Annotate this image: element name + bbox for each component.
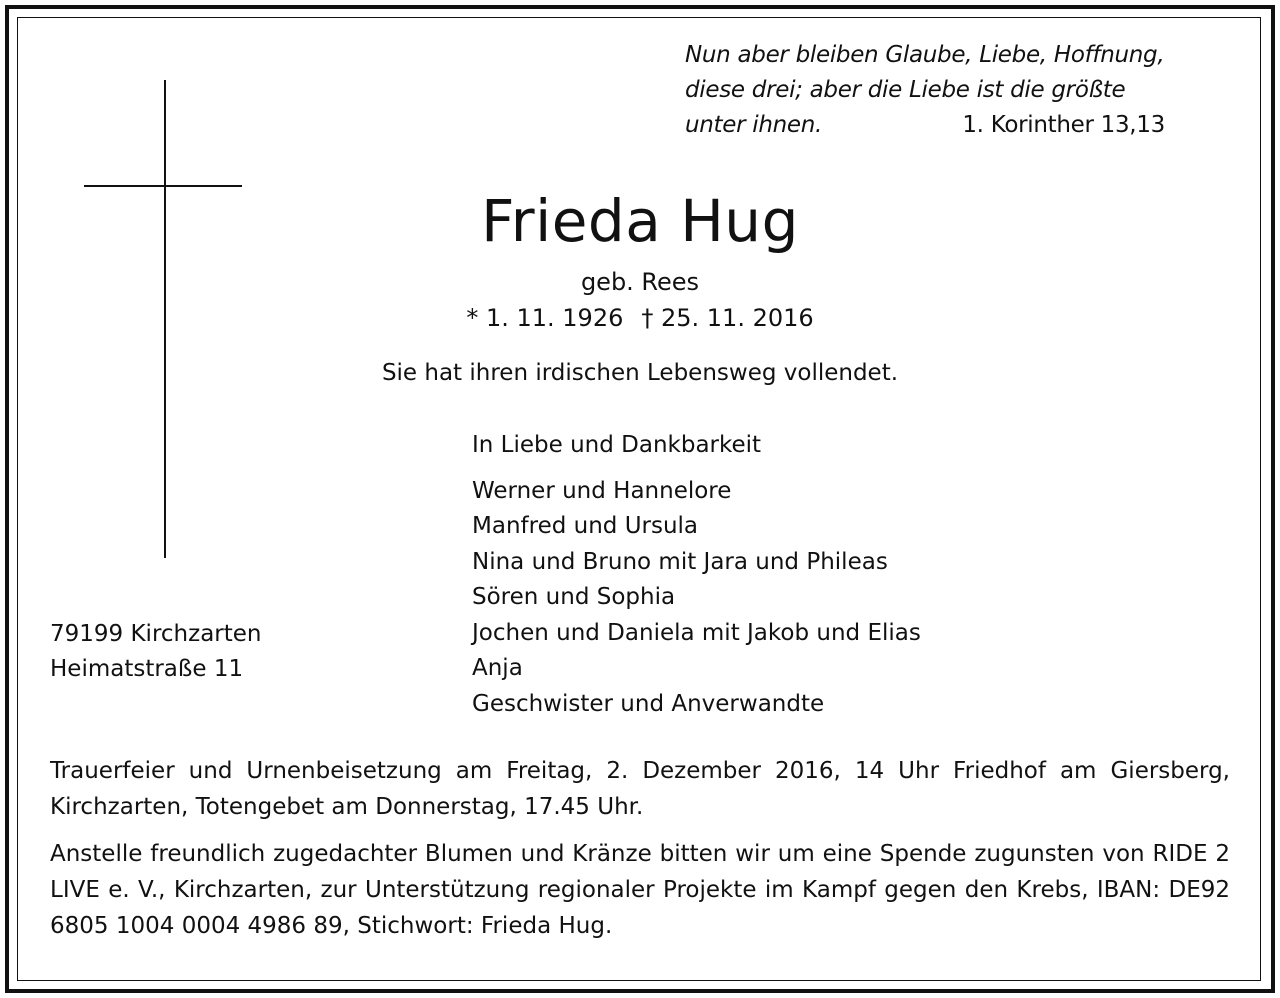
bible-verse xyxy=(685,38,1185,143)
address-city: 79199 Kirchzarten xyxy=(50,621,262,647)
birth-date: * 1. 11. 1926 xyxy=(466,304,624,332)
birth-name: geb. Rees xyxy=(580,268,700,296)
verse-reference: 1. Korinther 13,13 xyxy=(962,112,1165,138)
death-date: † 25. 11. 2016 xyxy=(641,304,814,332)
verse-line-3: unter ihnen. xyxy=(685,112,823,138)
deceased-name: Frieda Hug xyxy=(481,187,799,255)
verse-line-2: diese drei; aber die Liebe ist die größte xyxy=(685,77,1126,103)
family-member: Manfred und Ursula xyxy=(472,513,699,539)
life-statement: Sie hat ihren irdischen Lebensweg vollendet. xyxy=(381,360,899,386)
family-member: Geschwister und Anverwandte xyxy=(472,690,825,717)
family-member: Anja xyxy=(472,655,523,681)
funeral-info: Trauerfeier und Urnenbeisetzung am Freitag, 2. Dezember 2016, 14 Uhr Friedhof am Giersberg, Kirchzarten, Totengebet am Donnerstag, 17.45 Uhr. xyxy=(50,758,1230,820)
family-list xyxy=(472,428,921,722)
family-member: Nina und Bruno mit Jara und Phileas xyxy=(472,548,888,575)
verse-line-1: Nun aber bleiben Glaube, Liebe, Hoffnung, xyxy=(685,42,1165,68)
family-member: Werner und Hannelore xyxy=(472,477,732,504)
address-block xyxy=(50,617,262,687)
family-member: Sören und Sophia xyxy=(472,584,676,610)
verse-line-3-row xyxy=(685,108,1165,143)
family-intro: In Liebe und Dankbarkeit xyxy=(472,432,762,458)
address-street: Heimatstraße 11 xyxy=(50,656,244,682)
donation-info: Anstelle freundlich zugedachter Blumen und Kränze bitten wir um eine Spende zugunsten von RIDE 2 LIVE e. V., Kirchzarten, zur Unterstützung regionaler Projekte im Kampf gegen den Krebs, IBAN: DE92 6805 1004 0004 4986 89, Stichwort: Frieda Hug. xyxy=(50,841,1230,939)
life-dates xyxy=(0,304,1280,332)
family-member: Jochen und Daniela mit Jakob und Elias xyxy=(472,619,921,646)
